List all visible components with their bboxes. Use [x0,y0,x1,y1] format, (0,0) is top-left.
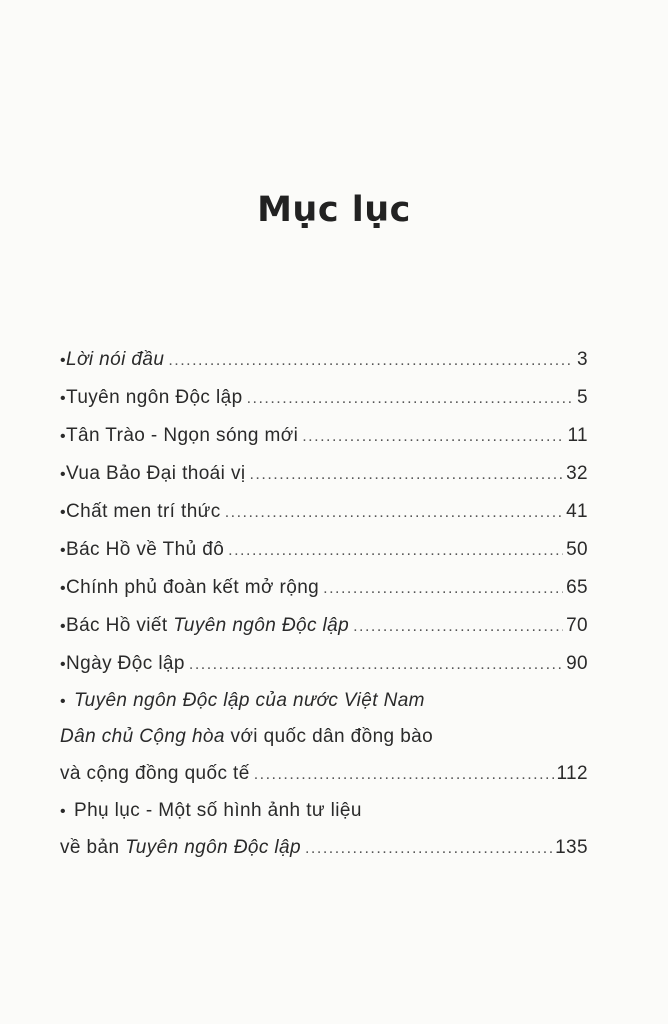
page-title: Mục lục [257,190,411,230]
dot-leader [247,380,574,418]
entry-title: Ngày Độc lập [66,653,185,674]
dot-leader [249,456,563,494]
page-number: 70 [566,615,588,636]
entry-title: Chính phủ đoàn kết mở rộng [66,577,320,598]
bullet-icon: • [60,580,67,597]
dot-leader [225,494,563,532]
entry-title: Tân Trào - Ngọn sóng mới [66,425,299,446]
dot-leader [353,608,563,646]
page-number: 135 [555,837,588,858]
dot-leader [189,646,563,684]
entry-title: Chất men trí thức [66,501,221,522]
toc-entry-chat-men-tri-thuc[interactable] [60,493,588,531]
bullet-icon: • [60,428,67,445]
dot-leader [228,532,563,570]
bullet-icon: • [60,466,67,483]
page-number: 11 [567,425,588,446]
entry-title-italic: Dân chủ Cộng hòa [60,726,225,747]
entry-title: Lời nói đầu [66,349,165,370]
bullet-icon: • [60,803,67,820]
dot-leader [168,342,574,380]
entry-title-line-1: Tuyên ngôn Độc lập của nước Việt Nam [74,690,425,711]
entry-title: Vua Bảo Đại thoái vị [66,463,246,484]
page-number: 65 [566,577,588,598]
entry-title-italic: Tuyên ngôn Độc lập [125,837,301,858]
page-number: 5 [577,387,588,408]
toc-entry-tan-trao[interactable] [60,417,588,455]
entry-title: Tuyên ngôn Độc lập [66,387,243,408]
bullet-icon: • [60,618,67,635]
bullet-icon: • [60,504,67,521]
entry-title [66,607,349,645]
bullet-icon: • [60,542,67,559]
page-number: 41 [566,501,588,522]
dot-leader [302,418,564,456]
entry-title-line-2 [60,829,301,867]
bullet-icon: • [60,656,67,673]
page-number: 90 [566,653,588,674]
entry-title-part: với quốc dân đồng bào [224,726,434,747]
toc-entry-phu-luc[interactable] [60,793,588,867]
entry-title-line-1: Phụ lục - Một số hình ảnh tư liệu [74,800,362,821]
bullet-icon: • [60,693,67,710]
toc-entry-bac-ho-viet-tuyen-ngon[interactable] [60,607,588,645]
dot-leader [323,570,563,608]
entry-title: Bác Hồ về Thủ đô [66,539,225,560]
entry-title-line-2 [60,719,433,755]
toc-entry-chinh-phu-doan-ket[interactable] [60,569,588,607]
toc-entry-loi-noi-dau[interactable] [60,341,588,379]
entry-title-line-3: và cộng đồng quốc tế [60,763,250,784]
toc-entry-tuyen-ngon-doc-lap[interactable] [60,379,588,417]
dot-leader [305,830,552,868]
page-number: 32 [566,463,588,484]
page-number: 50 [566,539,588,560]
toc-entry-bac-ho-ve-thu-do[interactable] [60,531,588,569]
page-number: 112 [556,763,588,784]
toc-entry-ngay-doc-lap[interactable] [60,645,588,683]
bullet-icon: • [60,390,67,407]
toc-list [60,341,588,867]
toc-entry-tuyen-ngon-voi-quoc-dan[interactable] [60,683,588,793]
toc-entry-vua-bao-dai[interactable] [60,455,588,493]
entry-title-italic: Tuyên ngôn Độc lập [173,615,350,636]
dot-leader [254,756,554,794]
page-number: 3 [577,349,588,370]
entry-title-part: Bác Hồ viết [66,615,174,636]
bullet-icon: • [60,352,67,369]
entry-title-part: về bản [60,837,126,858]
